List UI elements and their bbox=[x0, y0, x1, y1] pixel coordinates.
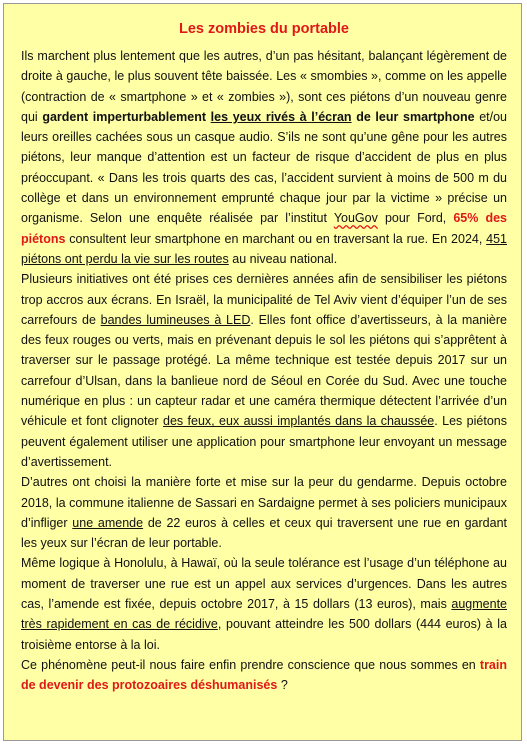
paragraph-3 bbox=[21, 472, 507, 553]
p1-text-2: et/ou leurs oreilles cachées sous un casque audio. S’ils ne sont qu’une gêne pour les autres piétons, leur manque d’attention est un facteur de risque d’accident de plus en plus préoccupant. « Dans les trois quarts des cas, l’accident survient à moins de 500 m du collège et dans un environnement emprunté chaque jour par la victime » précise un organisme. Selon une enquête réalisée par l’institut bbox=[21, 109, 507, 226]
p5-red-phrase: train de devenir des protozoaires déshumanisés bbox=[21, 657, 507, 693]
p5-text-1: Ce phénomène peut-il nous faire enfin prendre conscience que nous sommes en bbox=[21, 657, 480, 672]
p1-bold-underlined-phrase: les yeux rivés à l’écran bbox=[210, 109, 352, 124]
p1-bold-phrase: gardent imperturbablement bbox=[42, 109, 211, 124]
p2-underlined-feux: des feux, eux aussi implantés dans la chaussée bbox=[163, 414, 435, 429]
document-body bbox=[21, 46, 507, 696]
paragraph-2 bbox=[21, 269, 507, 472]
p1-red-percentage: 65% des piétons bbox=[21, 211, 507, 246]
p3-text-1: D’autres ont choisi la manière forte et mise sur la peur du gendarme. Depuis octobre 2018, la commune italienne de Sassari en Sardaigne permet à ses policiers municipaux d’infliger bbox=[21, 475, 507, 530]
p5-text-2: ? bbox=[277, 678, 288, 693]
p1-text-5: au niveau national. bbox=[228, 251, 338, 266]
paragraph-5 bbox=[21, 655, 507, 696]
p2-underlined-led: bandes lumineuses à LED bbox=[100, 312, 251, 327]
p2-text-3: . Les piétons peuvent également utiliser une application pour smartphone leur envoyant un message d’avertissement. bbox=[21, 414, 507, 469]
p1-yougov: YouGov bbox=[333, 211, 378, 226]
p4-text-2: , pouvant atteindre les 500 dollars (444 euros) à la troisième entorse à la loi. bbox=[21, 617, 507, 652]
p3-underlined-amende: une amende bbox=[72, 515, 144, 530]
p3-text-2: de 22 euros à celles et ceux qui traversent une rue en gardant les yeux sur l’écran de leur portable. bbox=[21, 515, 507, 551]
p1-bold-smartphone: de leur smartphone bbox=[351, 109, 475, 124]
p1-text-4: consultent leur smartphone en marchant ou en traversant la rue. En 2024, bbox=[65, 231, 487, 246]
p1-underlined-deaths: 451 piétons ont perdu la vie sur les routes bbox=[21, 231, 507, 266]
p4-text-1: Même logique à Honolulu, à Hawaï, où la seule tolérance est l’usage d’un téléphone au moment de traverser une rue est un appel aux services d’urgences. Dans les autres cas, l’amende est fixée, depuis octobre 2017, à 15 dollars (13 euros), mais bbox=[21, 556, 507, 612]
p1-text-1: Ils marchent plus lentement que les autres, d’un pas hésitant, balançant légèrement de droite à gauche, le plus souvent tête baissée. Les « smombies », comme on les appelle (contraction de « smartphone » et « zombies »), sont ces piétons d’un nouveau genre qui bbox=[21, 49, 507, 124]
p4-underlined-recidive: augmente très rapidement en cas de récidive bbox=[21, 597, 507, 632]
p1-text-3: pour Ford, bbox=[377, 211, 454, 226]
p2-text-2: . Elles font office d’avertisseurs, à la manière des feux rouges ou verts, mais en prévenant depuis le sol les piétons qui s’apprêtent à traverser sur le passage protégé. La même technique est testée depuis 2017 sur un carrefour d’Ulsan, dans la banlieue nord de Séoul en Corée du Sud. Avec une touche numérique en plus : un capteur radar et une caméra thermique détectent l’arrivée d’un véhicule et font clignoter bbox=[21, 312, 507, 429]
paragraph-4 bbox=[21, 553, 507, 654]
document-title: Les zombies du portable bbox=[179, 21, 349, 37]
document-page bbox=[3, 3, 522, 741]
p2-text-1: Plusieurs initiatives ont été prises ces dernières années afin de sensibiliser les piétons trop accros aux écrans. En Israël, la municipalité de Tel Aviv vient d’équiper l’un de ses carrefours de bbox=[21, 272, 507, 327]
paragraph-1 bbox=[21, 46, 507, 269]
